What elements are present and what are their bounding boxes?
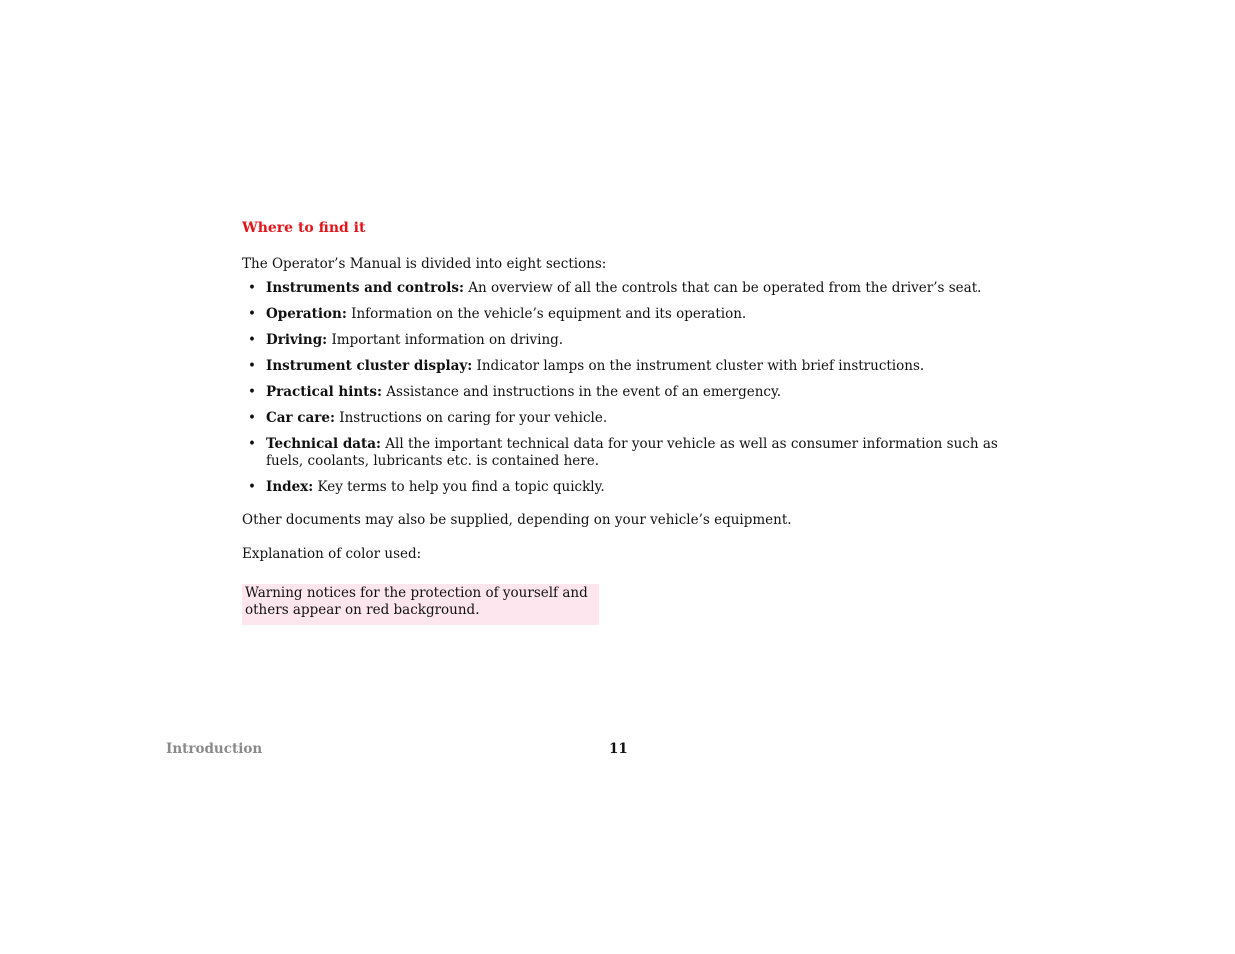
- list-item: [242, 479, 1002, 496]
- list-item-text: Assistance and instructions in the event of an emergency.: [381, 384, 782, 400]
- list-item-text: All the important technical data for your vehicle as well as consumer information such as fuels, coolants, lubricants etc. is contained here.: [266, 436, 998, 469]
- list-item-text: Important information on driving.: [327, 332, 564, 348]
- list-item-term: Index:: [266, 479, 314, 495]
- list-item: [242, 436, 1002, 470]
- list-item: [242, 384, 1002, 401]
- intro-text: The Operator’s Manual is divided into eight sections:: [242, 256, 607, 272]
- list-item: [242, 306, 1002, 323]
- bullet-icon: •: [248, 479, 256, 495]
- list-item-text: Indicator lamps on the instrument cluster with brief instructions.: [472, 358, 925, 374]
- list-item: [242, 280, 1002, 297]
- footer-section-title: Introduction: [166, 741, 263, 757]
- color-explanation-text: Explanation of color used:: [242, 546, 422, 562]
- bullet-icon: •: [248, 358, 256, 374]
- bullet-icon: •: [248, 280, 256, 296]
- section-list: [242, 280, 1002, 505]
- list-item: [242, 332, 1002, 349]
- bullet-icon: •: [248, 436, 256, 452]
- list-item-term: Instruments and controls:: [266, 280, 464, 296]
- list-item-text: Key terms to help you find a topic quickly.: [313, 479, 605, 495]
- list-item-term: Car care:: [266, 410, 335, 426]
- list-item-text: An overview of all the controls that can be operated from the driver’s seat.: [463, 280, 982, 296]
- list-item-term: Technical data:: [266, 436, 382, 452]
- bullet-icon: •: [248, 332, 256, 348]
- list-item-term: Operation:: [266, 306, 347, 322]
- other-documents-text: Other documents may also be supplied, depending on your vehicle’s equipment.: [242, 512, 792, 528]
- section-heading: Where to find it: [242, 220, 366, 236]
- list-item-term: Driving:: [266, 332, 328, 348]
- list-item-term: Practical hints:: [266, 384, 382, 400]
- list-item-text: Instructions on caring for your vehicle.: [334, 410, 608, 426]
- bullet-icon: •: [248, 384, 256, 400]
- page-number: 11: [609, 741, 628, 757]
- list-item: [242, 410, 1002, 427]
- bullet-icon: •: [248, 410, 256, 426]
- bullet-icon: •: [248, 306, 256, 322]
- list-item: [242, 358, 1002, 375]
- warning-notice-box: Warning notices for the protection of yourself and others appear on red background.: [242, 584, 599, 625]
- list-item-term: Instrument cluster display:: [266, 358, 473, 374]
- list-item-text: Information on the vehicle’s equipment and its operation.: [346, 306, 747, 322]
